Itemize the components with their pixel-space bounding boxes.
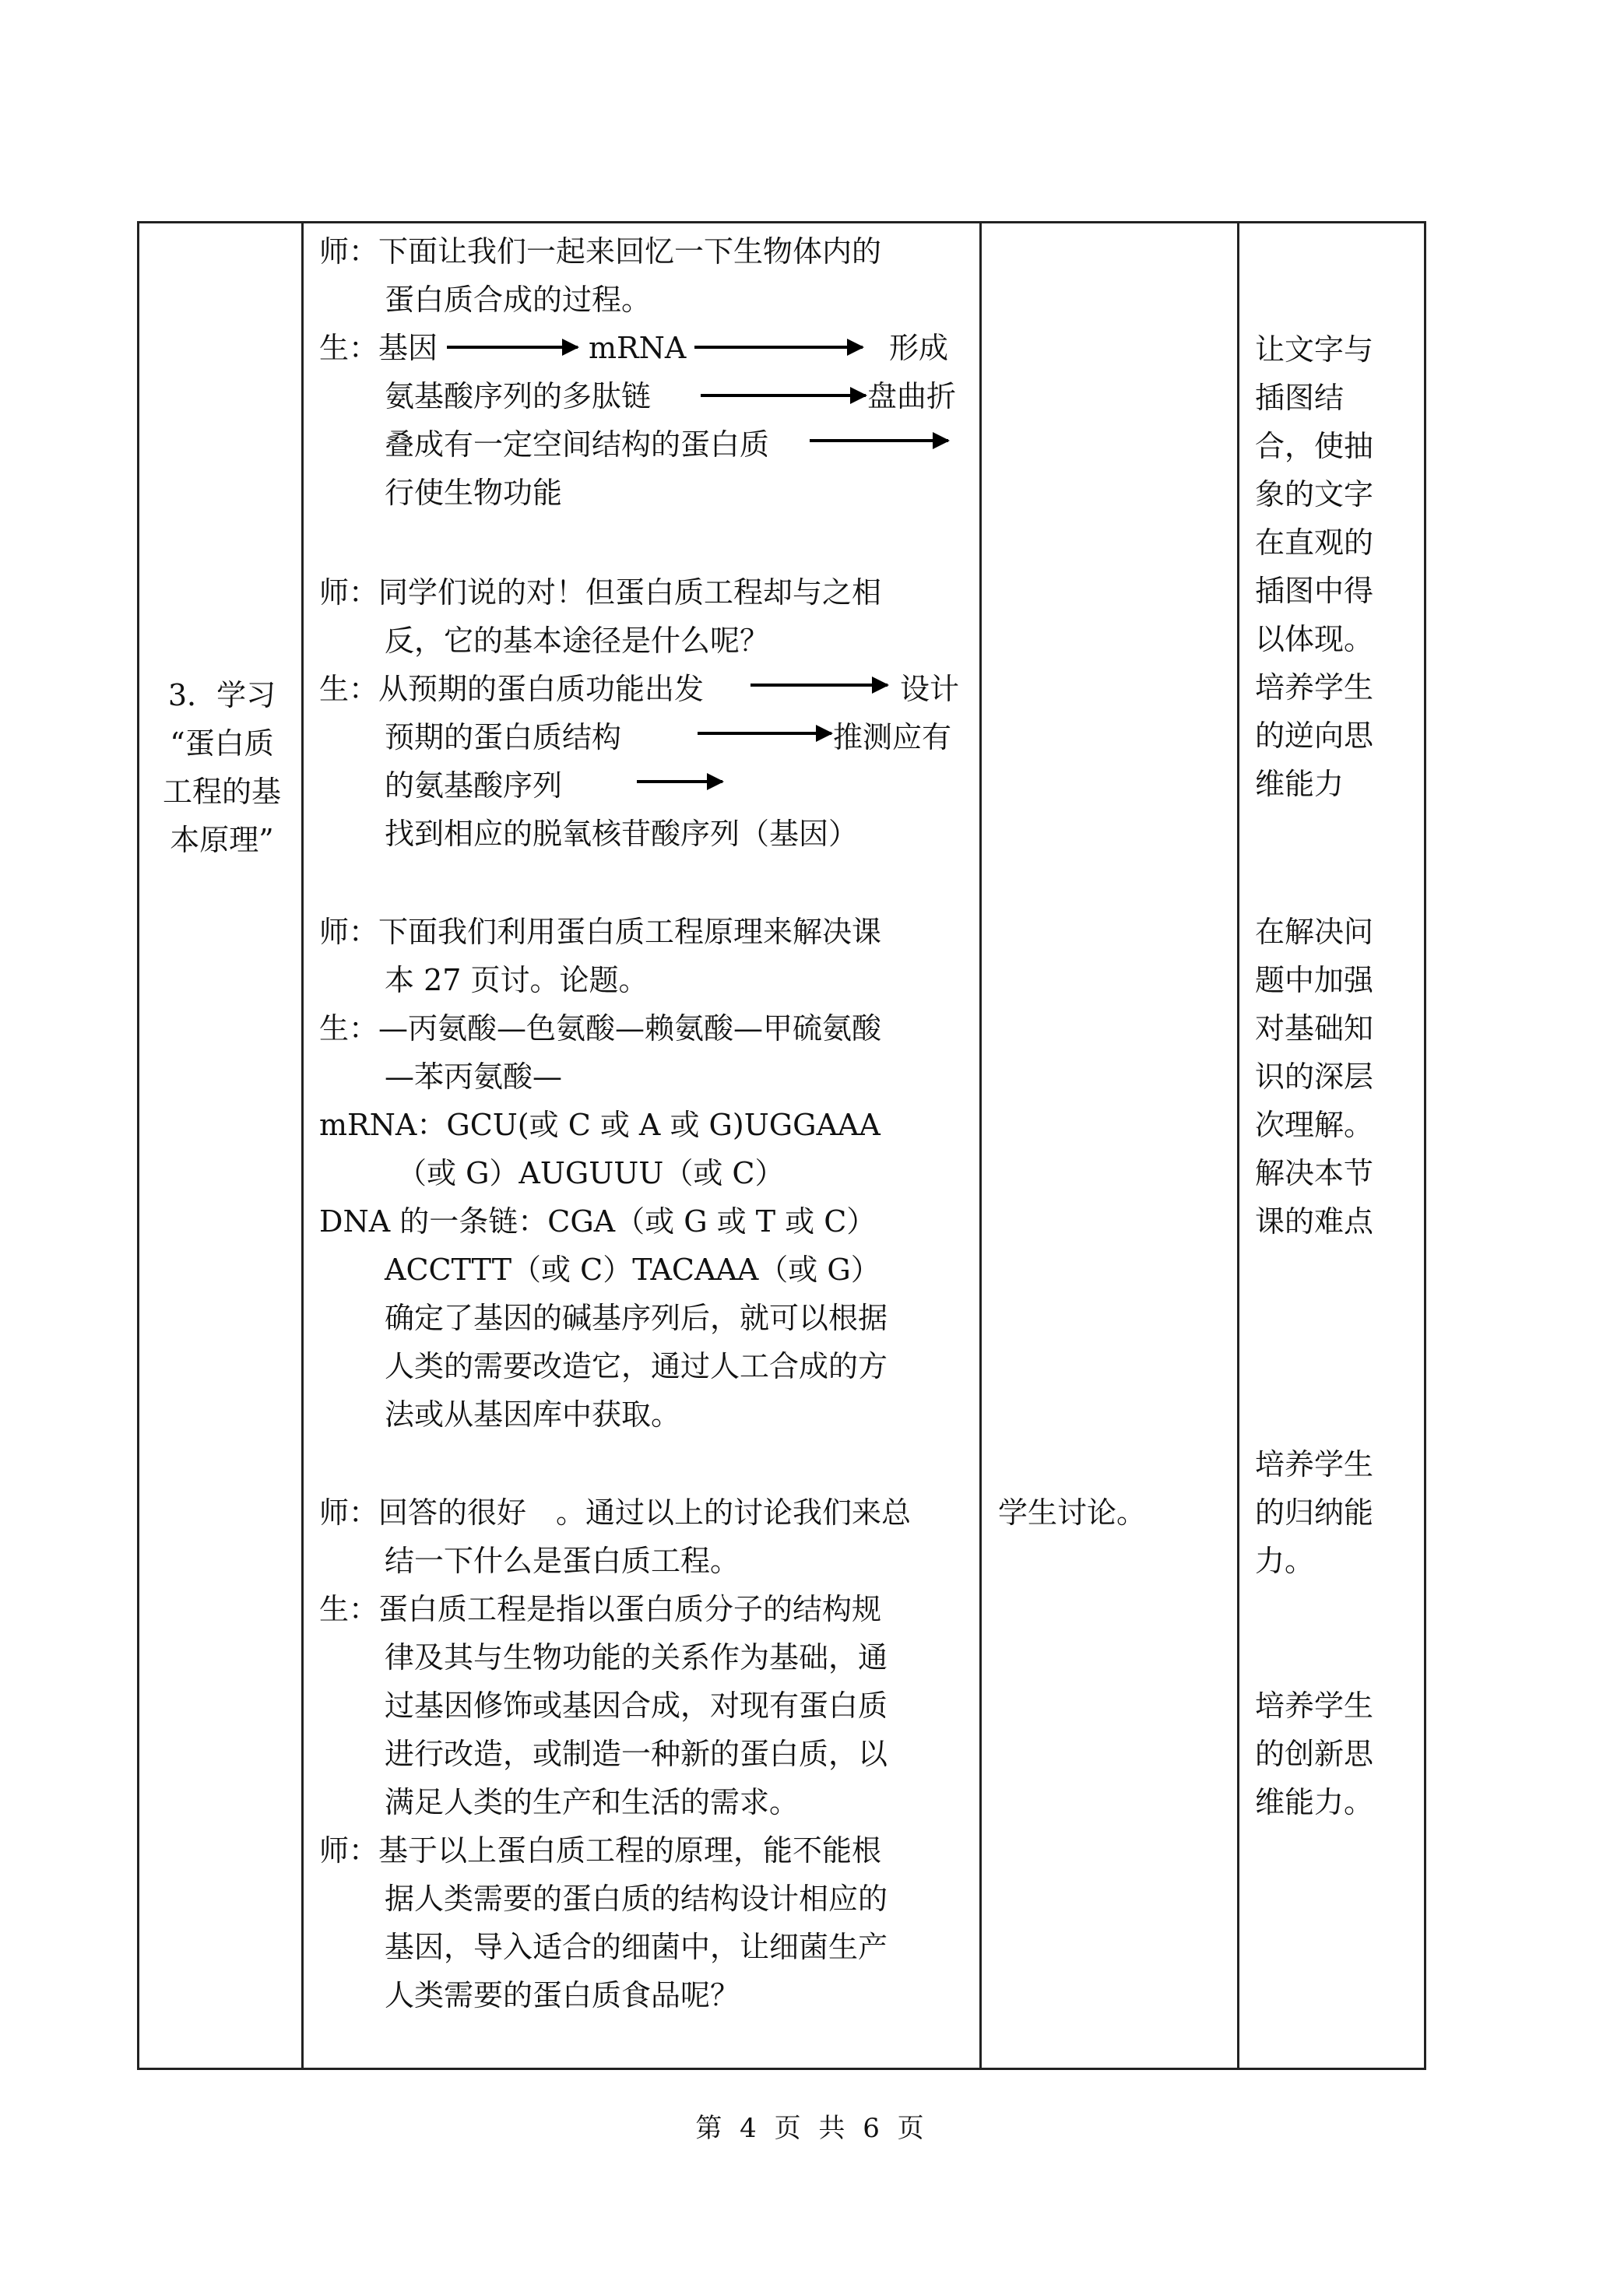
student-line: 叠成有一定空间结构的蛋白质 bbox=[385, 427, 770, 462]
mrna-line: （或 G）AUGUUU（或 C） bbox=[397, 1156, 785, 1190]
student-line: 氨基酸序列的多肽链 bbox=[385, 379, 652, 413]
student-line: 生：蛋白质工程是指以蛋白质分子的结构规 bbox=[319, 1592, 882, 1626]
stage-line: “蛋白质 bbox=[170, 726, 274, 761]
design-note-2: 在解决问 题中加强 对基础知 识的深层 次理解。 解决本节 课的难点 bbox=[1255, 915, 1374, 1239]
teacher-line: 结一下什么是蛋白质工程。 bbox=[385, 1544, 740, 1578]
student-line: 盘曲折 bbox=[867, 379, 957, 413]
explanation-line: 人类的需要改造它，通过人工合成的方 bbox=[385, 1349, 888, 1383]
teacher-line: 据人类需要的蛋白质的结构设计相应的 bbox=[385, 1882, 888, 1916]
student-activity-cell: 学生讨论。 bbox=[998, 1495, 1147, 1530]
student-line: 满足人类的生产和生活的需求。 bbox=[385, 1785, 800, 1819]
arrow-icon bbox=[698, 732, 831, 735]
teacher-line: 本 27 页讨。论题。 bbox=[385, 963, 649, 997]
teacher-line: 师：下面让我们一起来回忆一下生物体内的 bbox=[319, 234, 882, 269]
arrow-icon bbox=[694, 346, 863, 349]
student-line: 的氨基酸序列 bbox=[385, 768, 563, 803]
student-line: 生：基因 bbox=[319, 331, 438, 365]
arrow-icon bbox=[701, 394, 866, 397]
explanation-line: 确定了基因的碱基序列后，就可以根据 bbox=[385, 1301, 888, 1335]
mrna-line: mRNA：GCU(或 C 或 A 或 G)UGGAAA bbox=[319, 1108, 881, 1142]
student-line: 生：—丙氨酸—色氨酸—赖氨酸—甲硫氨酸 bbox=[319, 1011, 882, 1046]
arrow-icon bbox=[750, 684, 888, 687]
student-line: 进行改造，或制造一种新的蛋白质，以 bbox=[385, 1737, 888, 1771]
teacher-line: 师：回答的很好 。通过以上的讨论我们来总 bbox=[319, 1495, 912, 1530]
arrow-icon bbox=[810, 439, 948, 442]
arrow-icon bbox=[637, 780, 722, 783]
student-line: 律及其与生物功能的关系作为基础，通 bbox=[385, 1640, 888, 1675]
dna-line: DNA 的一条链：CGA（或 G 或 T 或 C） bbox=[319, 1204, 877, 1239]
table-top-border bbox=[137, 221, 1426, 223]
teacher-line: 师：下面我们利用蛋白质工程原理来解决课 bbox=[319, 915, 882, 949]
stage-cell bbox=[156, 671, 288, 864]
stage-line: 3．学习 bbox=[167, 678, 276, 712]
stage-line: 工程的基 bbox=[162, 775, 281, 809]
student-line: 预期的蛋白质结构 bbox=[385, 720, 622, 754]
page-number-footer: 第 4 页 共 6 页 bbox=[695, 2113, 929, 2144]
explanation-line: 法或从基因库中获取。 bbox=[385, 1397, 681, 1432]
teacher-line: 反，它的基本途径是什么呢？ bbox=[385, 624, 770, 658]
student-line: 形成 bbox=[889, 331, 949, 365]
table-right-border bbox=[1424, 221, 1426, 2070]
table-divider-1 bbox=[301, 221, 304, 2070]
table-bottom-border bbox=[137, 2068, 1426, 2070]
design-note-4: 培养学生 的创新思 维能力。 bbox=[1255, 1689, 1374, 1819]
student-line: —苯丙氨酸— bbox=[385, 1060, 563, 1094]
student-line: 过基因修饰或基因合成，对现有蛋白质 bbox=[385, 1689, 888, 1723]
teacher-line: 师：基于以上蛋白质工程的原理，能不能根 bbox=[319, 1833, 882, 1868]
student-line: mRNA bbox=[589, 331, 687, 365]
teacher-line: 基因，导入适合的细菌中，让细菌生产 bbox=[385, 1930, 888, 1964]
student-line: 找到相应的脱氧核苷酸序列（基因） bbox=[385, 817, 859, 851]
student-line: 设计 bbox=[900, 672, 960, 706]
student-line: 行使生物功能 bbox=[385, 476, 563, 510]
teacher-line: 蛋白质合成的过程。 bbox=[385, 283, 652, 317]
table-divider-3 bbox=[1237, 221, 1239, 2070]
design-note-3: 培养学生 的归纳能 力。 bbox=[1255, 1447, 1374, 1578]
teacher-line: 人类需要的蛋白质食品呢？ bbox=[385, 1978, 740, 2012]
arrow-icon bbox=[447, 346, 578, 349]
table-divider-2 bbox=[979, 221, 982, 2070]
student-line: 生：从预期的蛋白质功能出发 bbox=[319, 672, 705, 706]
student-line: 推测应有 bbox=[833, 720, 952, 754]
design-note-1: 让文字与 插图结 合，使抽 象的文字 在直观的 插图中得 以体现。 培养学生 的逆向思 维能力 bbox=[1255, 332, 1374, 801]
teacher-line: 师：同学们说的对！但蛋白质工程却与之相 bbox=[319, 575, 882, 610]
table-left-border bbox=[137, 221, 139, 2070]
stage-line: 本原理” bbox=[170, 823, 274, 857]
dna-line: ACCTTT（或 C）TACAAA（或 G） bbox=[385, 1253, 881, 1287]
